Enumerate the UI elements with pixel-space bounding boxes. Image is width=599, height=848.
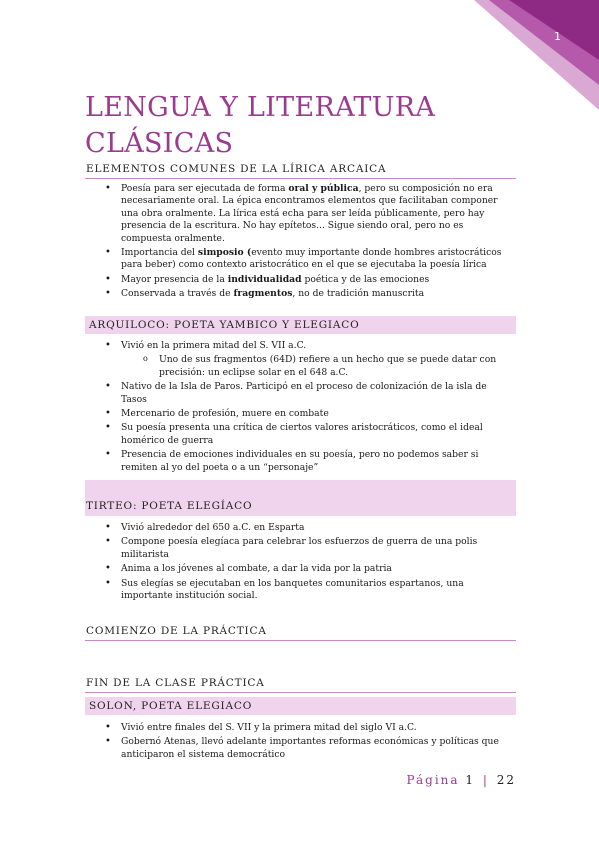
list-item: • Mayor presencia de la individualidad poética y de las emociones (103, 274, 515, 286)
list-item: • Poesía para ser ejecutada de forma oral y pública, pero su composición no era necesariamente oral. La épica encontramos elementos que facilitaban componer una obra oralmente. La lírica está echa para ser leída públicamente, pero hay presencia de la escritura. No hay epítetos... Sigue siendo oral, pero no es compuesta oralmente. (103, 183, 515, 245)
section-heading-arquiloco: ARQUILOCO: POETA YAMBICO Y ELEGIACO (85, 316, 516, 334)
section-heading-fin-practica: FIN DE LA CLASE PRÁCTICA (85, 677, 516, 693)
list-lirica-arcaica (103, 183, 515, 303)
list-item: • Importancia del simposio (evento muy importante donde hombres aristocráticos para beber) como contexto aristocrático en el que se ejecutaba la poesía lírica (103, 247, 515, 272)
list-item: • Vivió alrededor del 650 a.C. en Esparta (103, 522, 515, 534)
list-item: • Sus elegías se ejecutaban en los banquetes comunitarios espartanos, una importante institución social. (103, 578, 515, 603)
section-heading-lirica-arcaica: ELEMENTOS COMUNES DE LA LÍRICA ARCAICA (85, 163, 516, 179)
page-footer (380, 773, 516, 787)
section-heading-comienzo-practica: COMIENZO DE LA PRÁCTICA (85, 625, 516, 641)
footer-separator: | (482, 773, 489, 787)
list-item: • Compone poesía elegíaca para celebrar los esfuerzos de guerra de una polis militarista (103, 536, 515, 561)
list-item: • Vivió entre finales del S. VII y la primera mitad del siglo VI a.C. (103, 722, 515, 734)
sub-list-item: o Uno de sus fragmentos (64D) refiere a un hecho que se puede datar con precisión: un eclipse solar en el 648 a.C. (141, 354, 515, 379)
list-arquiloco (103, 340, 515, 476)
list-item: • Mercenario de profesión, muere en combate (103, 408, 515, 420)
list-item: • Conservada a través de fragmentos, no de tradición manuscrita (103, 288, 515, 300)
section-heading-solon: SOLON, POETA ELEGIACO (85, 697, 516, 715)
list-tirteo (103, 522, 515, 604)
footer-label: Página (406, 773, 460, 787)
footer-current-page: 1 (465, 773, 476, 787)
section-heading-tirteo: TIRTEO: POETA ELEGÍACO (86, 500, 253, 512)
list-item: • Anima a los jóvenes al combate, a dar la vida por la patria (103, 563, 515, 575)
list-item: • Presencia de emociones individuales en su poesía, pero no podemos saber si remiten al yo del poeta o a un “personaje” (103, 449, 515, 474)
list-item: • Vivió en la primera mitad del S. VII a.C. o Uno de sus fragmentos (64D) refiere a un hecho que se puede datar con precisión: un eclipse solar en el 648 a.C. (103, 340, 515, 379)
list-item: • Gobernó Atenas, llevó adelante importantes reformas económicas y políticas que anticiparon el sistema democrático (103, 736, 515, 761)
list-solon (103, 722, 515, 763)
page-title: LENGUA Y LITERATURA CLÁSICAS (85, 92, 436, 160)
page-number: 1 (554, 30, 561, 43)
list-item: • Nativo de la Isla de Paros. Participó en el proceso de colonización de la isla de Tasos (103, 381, 515, 406)
footer-total-pages: 22 (496, 773, 516, 787)
list-item: • Su poesía presenta una crítica de ciertos valores aristocráticos, como el ideal homérico de guerra (103, 422, 515, 447)
